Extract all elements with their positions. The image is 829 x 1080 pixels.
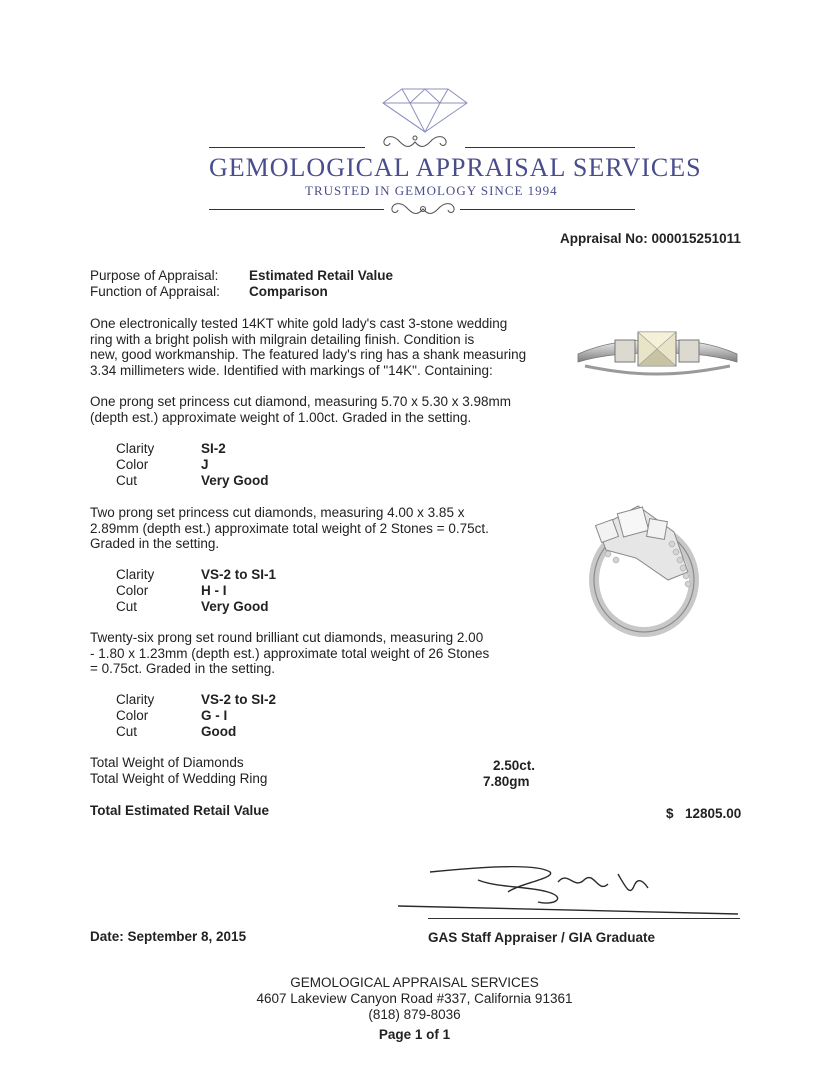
footer-rule-left xyxy=(209,209,384,210)
stone-1-clarity-label: Clarity xyxy=(116,441,155,456)
ring-side-view-image xyxy=(578,488,703,638)
company-tagline: TRUSTED IN GEMOLOGY SINCE 1994 xyxy=(305,183,558,198)
stone-2-cut-value: Very Good xyxy=(201,599,269,614)
stone-3-cut-label: Cut xyxy=(116,724,138,739)
footer-phone: (818) 879-8036 xyxy=(368,1007,461,1022)
purpose-value: Estimated Retail Value xyxy=(249,268,394,283)
stone-2-line: Two prong set princess cut diamonds, measuring 4.00 x 3.85 x xyxy=(90,505,465,520)
stone-2-color-value: H - I xyxy=(201,583,227,598)
appraisal-date: Date: September 8, 2015 xyxy=(90,929,247,944)
footer-company: GEMOLOGICAL APPRAISAL SERVICES xyxy=(290,975,539,990)
function-label: Function of Appraisal: xyxy=(90,284,220,299)
stone-1-line: One prong set princess cut diamond, measuring 5.70 x 5.30 x 3.98mm xyxy=(90,394,511,409)
description-line: ring with a bright polish with milgrain detailing finish. Condition is xyxy=(90,331,475,347)
retail-value-amount: 12805.00 xyxy=(685,806,742,821)
stone-1-cut-value: Very Good xyxy=(201,473,269,488)
appraiser-title: GAS Staff Appraiser / GIA Graduate xyxy=(428,930,656,945)
company-name: GEMOLOGICAL APPRAISAL SERVICES xyxy=(209,153,702,182)
diamond-logo-icon xyxy=(380,86,470,134)
description-line: 3.34 millimeters wide. Identified with markings of "14K". Containing: xyxy=(90,362,493,378)
total-ring-label: Total Weight of Wedding Ring xyxy=(90,771,268,786)
purpose-label: Purpose of Appraisal: xyxy=(90,268,219,283)
stone-1-clarity-value: SI-2 xyxy=(201,441,226,456)
stone-1-description xyxy=(90,394,550,425)
stone-2-line: 2.89mm (depth est.) approximate total weight of 2 Stones = 0.75ct. xyxy=(90,520,489,536)
description-line: One electronically tested 14KT white gold lady's cast 3-stone wedding xyxy=(90,316,508,331)
stone-2-clarity-value: VS-2 to SI-1 xyxy=(201,567,277,582)
ring-description xyxy=(90,316,550,378)
appraiser-signature-icon xyxy=(398,858,743,926)
top-flourish-icon xyxy=(360,131,470,153)
total-diamonds-label: Total Weight of Diamonds xyxy=(90,755,244,770)
stone-3-cut-value: Good xyxy=(201,724,237,739)
currency-symbol: $ xyxy=(666,806,674,821)
stone-2-cut-label: Cut xyxy=(116,599,138,614)
retail-value-label: Total Estimated Retail Value xyxy=(90,803,270,818)
stone-3-description xyxy=(90,630,550,677)
stone-1-line: (depth est.) approximate weight of 1.00ct. Graded in the setting. xyxy=(90,409,472,425)
footer-address: 4607 Lakeview Canyon Road #337, California 91361 xyxy=(256,991,573,1006)
stone-3-color-label: Color xyxy=(116,708,149,723)
footer-rule-right xyxy=(460,209,635,210)
stone-3-clarity-value: VS-2 to SI-2 xyxy=(201,692,277,707)
stone-3-line: = 0.75ct. Graded in the setting. xyxy=(90,661,275,677)
total-diamonds-value: 2.50ct. xyxy=(493,758,536,773)
description-line: new, good workmanship. The featured lady's ring has a shank measuring xyxy=(90,347,527,363)
stone-2-color-label: Color xyxy=(116,583,149,598)
header-rule-left xyxy=(209,147,365,148)
signature-line xyxy=(428,918,740,919)
function-value: Comparison xyxy=(249,284,328,299)
stone-2-description xyxy=(90,505,550,552)
stone-2-clarity-label: Clarity xyxy=(116,567,155,582)
stone-3-clarity-label: Clarity xyxy=(116,692,155,707)
ring-top-view-image xyxy=(575,326,740,386)
stone-3-line: Twenty-six prong set round brilliant cut diamonds, measuring 2.00 xyxy=(90,630,484,645)
stone-3-line: - 1.80 x 1.23mm (depth est.) approximate total weight of 26 Stones xyxy=(90,645,490,661)
page-number: Page 1 of 1 xyxy=(378,1027,451,1042)
header-rule-right xyxy=(465,147,635,148)
stone-1-cut-label: Cut xyxy=(116,473,138,488)
stone-1-color-value: J xyxy=(201,457,209,472)
stone-2-line: Graded in the setting. xyxy=(90,536,220,552)
stone-1-color-label: Color xyxy=(116,457,149,472)
stone-3-color-value: G - I xyxy=(201,708,228,723)
total-ring-value: 7.80gm xyxy=(483,774,530,789)
bottom-flourish-icon xyxy=(378,199,468,219)
appraisal-number: Appraisal No: 000015251011 xyxy=(560,231,741,246)
